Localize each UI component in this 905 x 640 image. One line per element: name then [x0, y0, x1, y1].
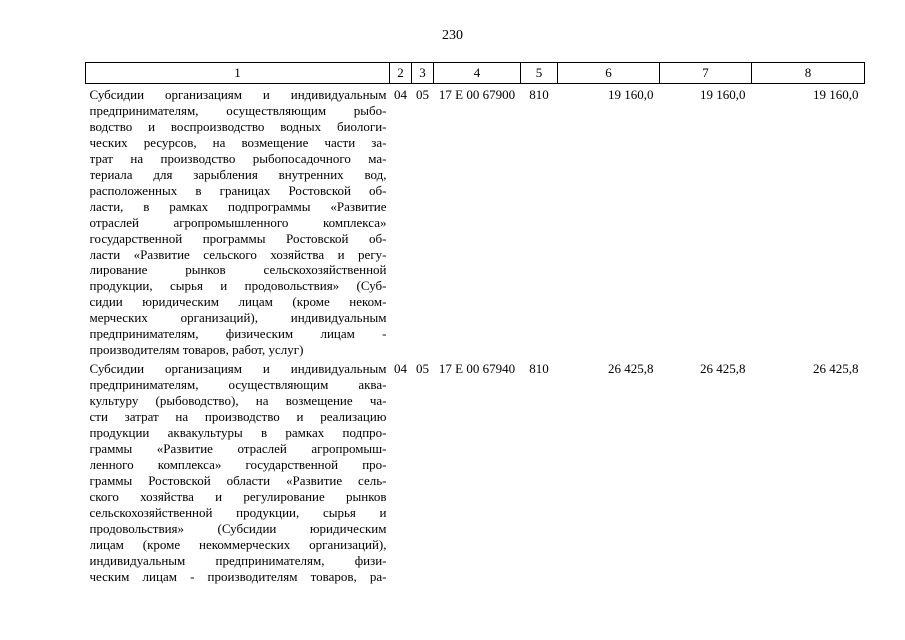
- description-line: предпринимателям, осуществляющим аква-: [89, 377, 387, 393]
- description-line: государственной программы Ростовской об-: [89, 230, 387, 246]
- section-code: 04: [394, 87, 407, 102]
- description-line: предпринимателям, осуществляющим рыбо-: [89, 102, 387, 118]
- expense-type-code: 810: [529, 87, 549, 102]
- description-line: лицам (кроме некоммерческих организаций),: [89, 536, 387, 552]
- column-header-1: 1: [86, 63, 390, 84]
- column-header-3: 3: [412, 63, 434, 84]
- description-line: ского хозяйства и регулирование рынков: [89, 488, 387, 504]
- description-line: лирование рынков сельскохозяйственной: [89, 262, 387, 278]
- description-line: ласти, в рамках подпрограммы «Развитие: [89, 198, 387, 214]
- description-line: отраслей агропромышленного комплекса»: [89, 214, 387, 230]
- target-article-code: 17 Е 00 67940: [438, 361, 516, 377]
- column-header-6: 6: [558, 63, 660, 84]
- description-line: трат на производство рыбопосадочного ма-: [89, 150, 387, 166]
- description-line: мерческих организаций), индивидуальным: [89, 310, 387, 326]
- column-header-4: 4: [434, 63, 521, 84]
- amount-column-6: 26 425,8: [608, 361, 654, 377]
- target-article-code: 17 Е 00 67900: [438, 87, 516, 102]
- amount-column-7: 26 425,8: [700, 361, 746, 377]
- row-description: [86, 84, 390, 359]
- description-line: ласти «Развитие сельского хозяйства и регу-: [89, 246, 387, 262]
- description-line: ческим лицам - производителям товаров, ра-: [89, 568, 387, 584]
- description-line: продукции аквакультуры в рамках подпро-: [89, 425, 387, 441]
- description-line: сидии юридическим лицам (кроме неком-: [89, 294, 387, 310]
- description-line: продукции, сырья и продовольствия» (Суб-: [89, 278, 387, 294]
- amount-column-8: 26 425,8: [813, 361, 859, 377]
- row-description: [86, 358, 390, 591]
- description-line: ческих ресурсов, на возмещение части за-: [89, 134, 387, 150]
- description-line: сельскохозяйственной продукции, сырья и: [89, 504, 387, 520]
- expense-type-code: 810: [529, 361, 549, 377]
- description-line: граммы Ростовской области «Развитие сель-: [89, 472, 387, 488]
- description-line: водство и воспроизводство водных биологи-: [89, 118, 387, 134]
- description-line: продовольствия» (Субсидии юридическим: [89, 520, 387, 536]
- description-line: Субсидии организациям и индивидуальным: [89, 87, 387, 102]
- description-line: сти затрат на производство и реализацию: [89, 409, 387, 425]
- table-row: [86, 84, 865, 359]
- column-header-8: 8: [752, 63, 865, 84]
- budget-table: [85, 62, 865, 591]
- column-header-2: 2: [390, 63, 412, 84]
- description-line: граммы «Развитие отраслей агропромыш-: [89, 440, 387, 456]
- column-header-5: 5: [521, 63, 558, 84]
- description-line: предпринимателям, физическим лицам -: [89, 326, 387, 342]
- amount-column-8: 19 160,0: [813, 87, 859, 102]
- description-line: культуру (рыбоводство), на возмещение ча-: [89, 393, 387, 409]
- description-line: расположенных в границах Ростовской об-: [89, 182, 387, 198]
- section-code: 04: [394, 361, 407, 377]
- page-number: 230: [442, 28, 463, 43]
- amount-column-6: 19 160,0: [608, 87, 654, 102]
- amount-column-7: 19 160,0: [700, 87, 746, 102]
- description-line: индивидуальным предпринимателям, физи-: [89, 552, 387, 568]
- description-line: Субсидии организациям и индивидуальным: [89, 361, 387, 377]
- table-row: [86, 358, 865, 591]
- description-line: производителям товаров, работ, услуг): [89, 342, 304, 358]
- column-header-7: 7: [660, 63, 752, 84]
- header-row: [86, 63, 865, 84]
- subsection-code: 05: [416, 361, 429, 377]
- description-line: ленного комплекса» государственной про-: [89, 456, 387, 472]
- subsection-code: 05: [416, 87, 429, 102]
- description-line: териала для зарыбления внутренних вод,: [89, 166, 387, 182]
